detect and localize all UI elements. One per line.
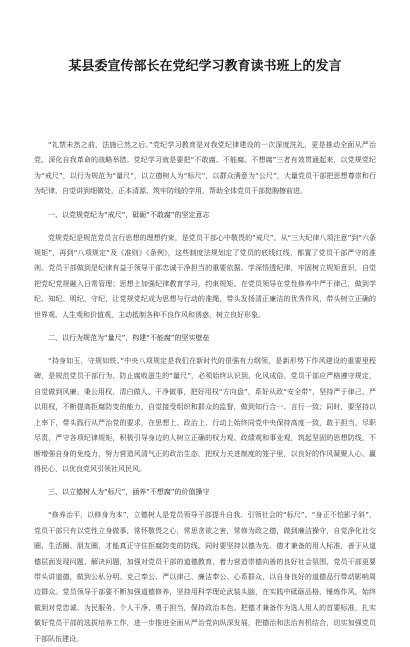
document-title: 某县委宣传部长在党纪学习教育读书班上的发言 xyxy=(68,59,342,74)
section-heading: 一、以党规党纪为“戒尺”，砥砺“不敢腐”的坚定意志 xyxy=(48,210,210,219)
section-heading: 二、以行为规范为“量尺”，构建“不能腐”的坚实壁垒 xyxy=(48,334,210,343)
section-heading: 三、以立德树人为“标尺”，涵养“不想腐”的价值操守 xyxy=(48,488,210,497)
body-paragraph: “持身如玉，守规如铁。”中央八项规定是我们在新时代的很强有力纲领，是新形势下作风建设的重要里程碑，是规范党员干部行为、防止腐败滋生的“量尺”，必须始终认识到、化风成俗。党员干部应严格遵守规定，自觉做到风廉、秉公用权、清白做人、干净做事，把好用权“方向盘”，系好从政“安全带”，坚持严于律己、严以用权，不断提高拒腐防变的能力，自觉接受组织和群众的监督，做到知行合一、言行一致；同时，要坚持以上率下，带头践行从严治党的要求，在思想上、政治上、行动上始终同党中央保持高度一致，敢于担当，尽职尽责，严守各项纪律规矩，积极引导身边的人树立正确的权力观、政绩观和事业观，筑起坚固的思想防线，不断增强自身的免疫力，努力营造风清气正的政治生态，把权力关进制度的笼子里，以良好的作风凝聚人心、赢得民心，以优良党风引领社风民风。 xyxy=(34,357,376,473)
body-paragraph: “修养治平，以修身为本”，立德树人是党员领导干部提升自我、引领社会的“标尺”。“身正不怕影子斜”，党员干部只有以党性立身做事，常怀敬畏之心，常思贪欲之害，常修为政之德，做到廉洁操守，自觉净化社交圈、生活圈、朋友圈，才能真正守住拒腐防变的防线。同时要坚持以德为先、德才兼备的用人标准，善于从道德层面发现问题、解决问题，加强对党员干部的道德教育，着力营造崇德向善的良好社会氛围，党员干部更要带头讲道德，做到公私分明、克己奉公、严以律己、廉洁奉公、心系群众，以自身良好的道德品行带动影响周边群众。党员领导干部要不断加强道德修养，坚持用科学理论武装头脑，在实践中砥砺品格、锤炼作风，始终做到对党忠诚、为民服务、个人干净、勇于担当，保持政治本色。把德才兼备作为选人用人的首要标准，扎实做好党员干部的选拔培养工作，进一步推进全面从严治党向纵深发展，把德治和法治有机结合，切实加强党员干部队伍建设。 xyxy=(34,511,376,643)
body-paragraph: “礼禁未然之前，法施已然之后。”党纪学习教育是对我党纪律建设的一次深度洗礼，更是推动全面从严治党、深化自我革命的战略举措。党纪学习就是要把“不敢腐、不能腐、不想腐”三者有效贯通起来，以党规党纪为“戒尺”，以行为规范为“量尺”，以立德树人为“标尺”，以群众满意为“公尺”，大量党员干部把思想尊崇和行为纪律，自觉讲到细微处，正本清源、筑牢防线的学用，帮助全体党员干部挺胸擦前进。 xyxy=(34,141,376,196)
body-paragraph: 党规党纪是规范党员言行思想的理想约束，是党员干部心中敬畏的“戒尺”。从“三大纪律八项注意”到“六条规矩”，再到“八项规定”及《准则》《条例》，这些制度法规划定了党员的底线红线，都置了党员干部严守的准则。党员干部做到是纪律有益于领导干部忠诚干净担当的重要依据。学深悟透纪律，牢固树立规矩意识，自觉把党纪党规融入日常管理；思想上加强纪律教育学习，约束规矩。在党员领导在党性修养中严于律己，做到学纪、知纪、明纪、守纪，让党规党纪成为思想与行动的准绳，带头发扬清正廉洁的优秀作风，带头树立正确的世界观、人生观和价值观，主动抵制各种不良作风和诱惑，树立良好形象。 xyxy=(34,233,376,319)
